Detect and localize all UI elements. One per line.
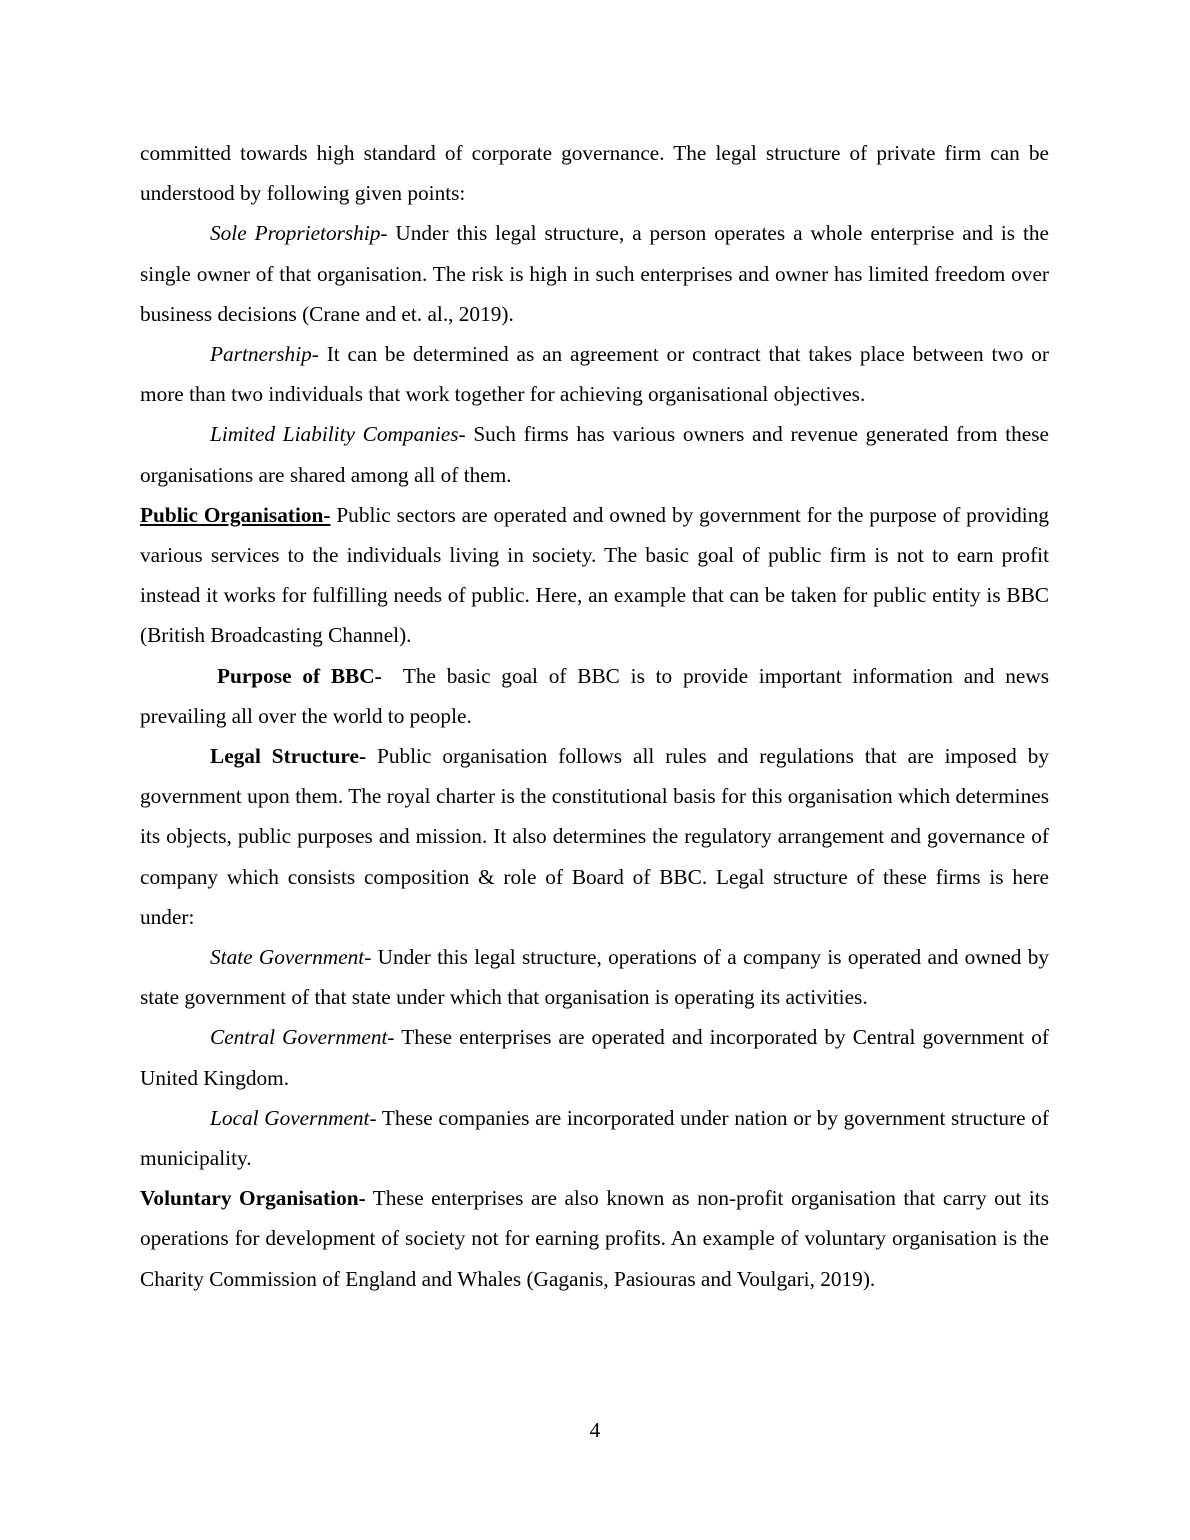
local-government-term: Local Government xyxy=(210,1105,370,1130)
state-government-paragraph xyxy=(140,937,1049,1017)
public-organisation-heading: Public Organisation- xyxy=(140,502,331,527)
public-organisation-text: Public sectors are operated and owned by government for the purpose of providing various services to the individuals living in society. The basic goal of public firm is not to earn profit instead it works for fulfilling needs of public. Here, an example that can be taken for public entity is BBC (British Broadcasting Channel). xyxy=(140,502,1049,648)
partnership-text: - It can be determined as an agreement or contract that takes place between two or more than two individuals that work together for achieving organisational objectives. xyxy=(140,342,1049,407)
local-government-text: - These companies are incorporated under nation or by government structure of municipality. xyxy=(140,1105,1049,1171)
voluntary-organisation-heading: Voluntary Organisation- xyxy=(140,1186,366,1211)
partnership-term: Partnership xyxy=(210,342,312,367)
legal-structure-paragraph xyxy=(140,736,1049,937)
purpose-bbc-paragraph xyxy=(140,656,1055,736)
purpose-bbc-text: The basic goal of BBC is to provide important information and news prevailing all over the world to people. xyxy=(140,663,1055,728)
intro-text: committed towards high standard of corporate governance. The legal structure of private firm can be understood by following given points: xyxy=(140,141,1049,206)
legal-structure-heading: Legal Structure- xyxy=(210,744,367,769)
sole-proprietorship-text: - Under this legal structure, a person operates a whole enterprise and is the single owner of that organisation. The risk is high in such enterprises and owner has limited freedom over business decisions (Crane and et. al., 2019). xyxy=(140,221,1049,326)
central-government-text: - These enterprises are operated and incorporated by Central government of United Kingdom. xyxy=(140,1025,1050,1090)
voluntary-organisation-text: These enterprises are also known as non-profit organisation that carry out its operations for development of society not for earning profits. An example of voluntary organisation is the Charity Commission of England and Whales (Gaganis, Pasiouras and Voulgari, 2019). xyxy=(140,1186,1049,1291)
partnership-paragraph xyxy=(140,334,1049,414)
limited-liability-paragraph xyxy=(140,414,1049,494)
legal-structure-text: Public organisation follows all rules and regulations that are imposed by government upon them. The royal charter is the constitutional basis for this organisation which determines its objects, public purposes and mission. It also determines the regulatory arrangement and governance of company which consists composition & role of Board of BBC. Legal structure of these firms is here under: xyxy=(140,744,1049,929)
sole-proprietorship-paragraph xyxy=(140,213,1049,334)
state-government-text: - Under this legal structure, operations of a company is operated and owned by state government of that state under which that organisation is operating its activities. xyxy=(140,945,1049,1010)
purpose-bbc-heading: Purpose of BBC- xyxy=(217,663,382,688)
state-government-term: State Government xyxy=(210,945,365,970)
limited-liability-text: - Such firms has various owners and revenue generated from these organisations are shared among all of them. xyxy=(140,422,1049,487)
central-government-paragraph xyxy=(140,1017,1049,1097)
limited-liability-term: Limited Liability Companies xyxy=(210,422,459,447)
intro-paragraph xyxy=(140,133,1049,213)
sole-proprietorship-term: Sole Proprietorship xyxy=(210,221,381,246)
document-body xyxy=(140,133,1055,1299)
voluntary-organisation-paragraph xyxy=(140,1178,1049,1299)
page-number: 4 xyxy=(589,1418,601,1442)
central-government-term: Central Government xyxy=(210,1025,388,1050)
public-organisation-paragraph xyxy=(140,495,1049,656)
local-government-paragraph xyxy=(140,1098,1049,1178)
